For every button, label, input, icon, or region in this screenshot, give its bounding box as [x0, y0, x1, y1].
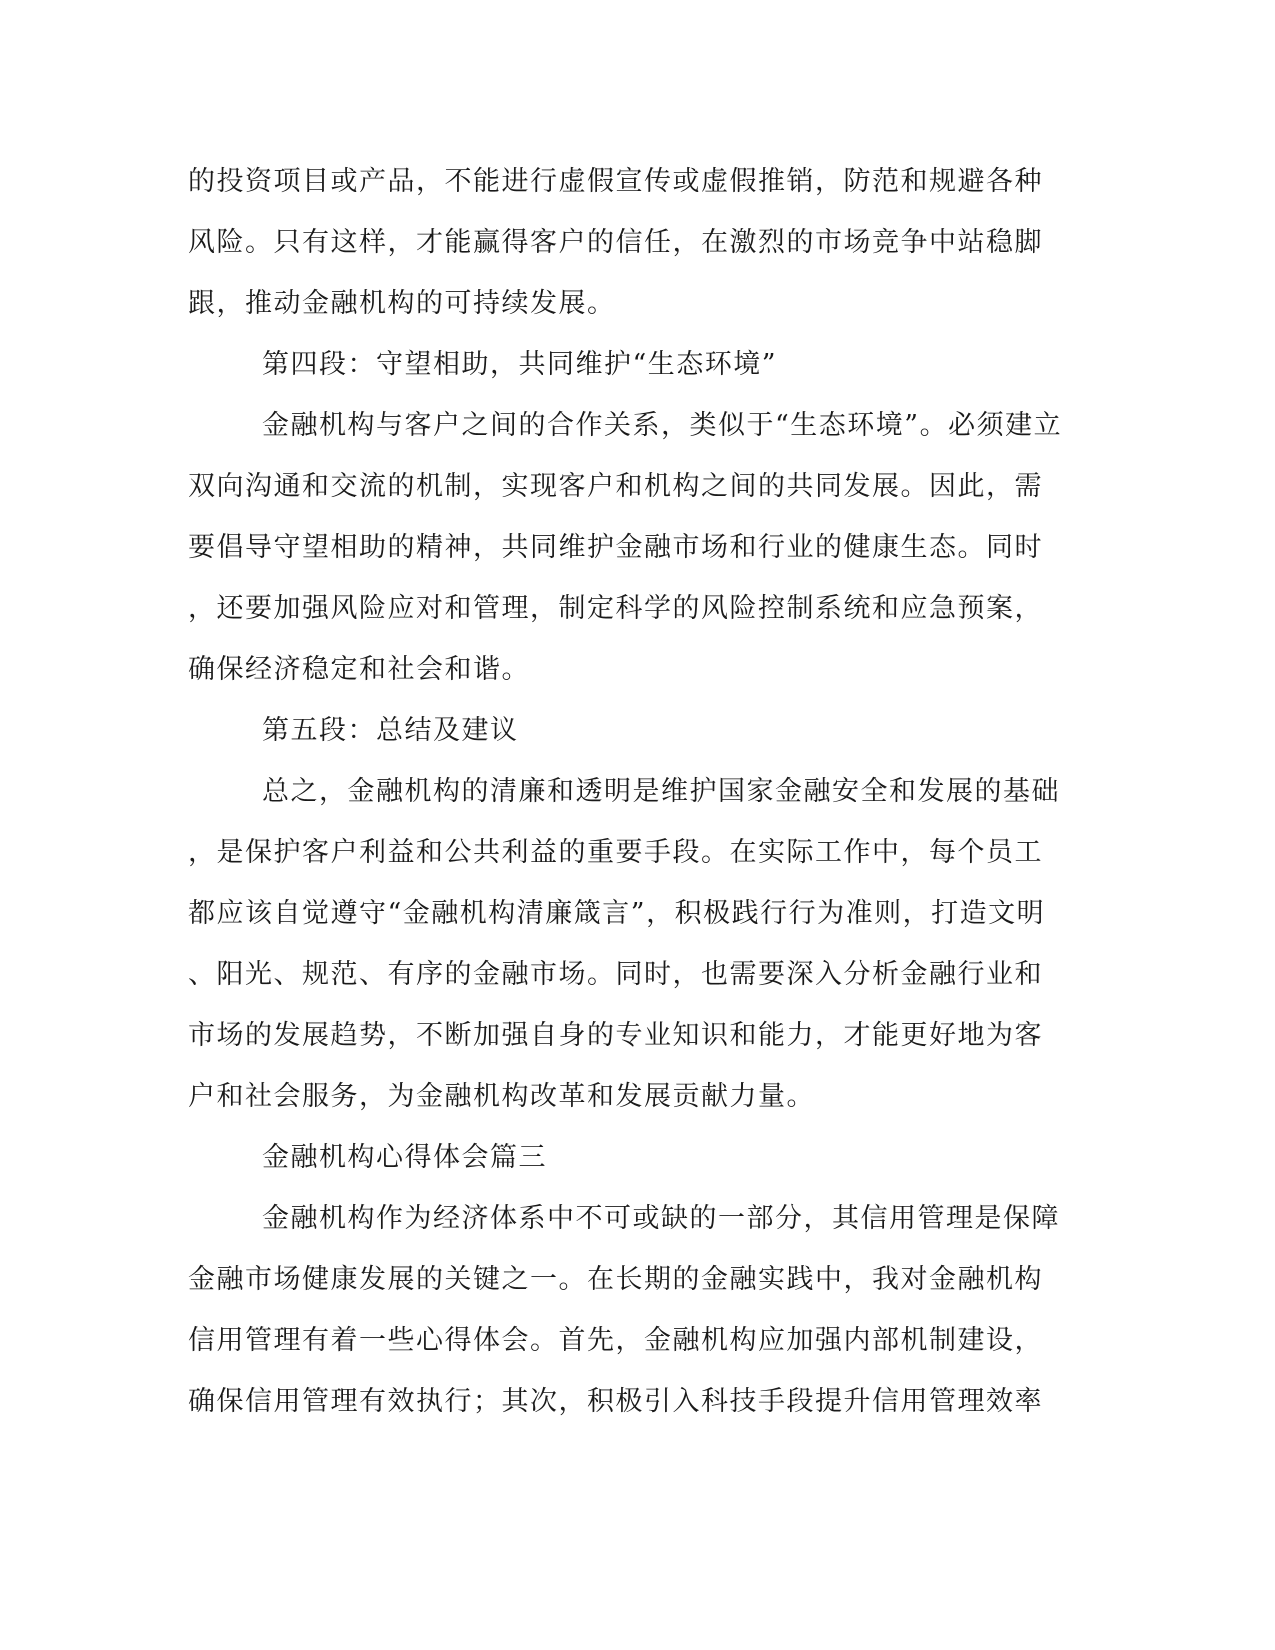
text-line: 户和社会服务，为金融机构改革和发展贡献力量。 [188, 1081, 815, 1112]
section-heading: 第四段：守望相助，共同维护“生态环境” [262, 349, 778, 380]
text-line: 要倡导守望相助的精神，共同维护金融市场和行业的健康生态。同时 [188, 532, 1043, 563]
text-line: 都应该自觉遵守“金融机构清廉箴言”，积极践行行为准则，打造文明 [188, 898, 1046, 929]
paragraph-first-line: 金融机构与客户之间的合作关系，类似于“生态环境”。必须建立 [262, 410, 1063, 441]
text-line: 、阳光、规范、有序的金融市场。同时，也需要深入分析金融行业和 [188, 959, 1043, 990]
text-line: 双向沟通和交流的机制，实现客户和机构之间的共同发展。因此，需 [188, 471, 1043, 502]
text-line: 风险。只有这样，才能赢得客户的信任，在激烈的市场竞争中站稳脚 [188, 227, 1043, 258]
text-line: ，还要加强风险应对和管理，制定科学的风险控制系统和应急预案， [188, 593, 1043, 624]
text-line: 确保经济稳定和社会和谐。 [188, 654, 530, 685]
section-heading: 金融机构心得体会篇三 [262, 1142, 547, 1173]
paragraph-first-line: 总之，金融机构的清廉和透明是维护国家金融安全和发展的基础 [262, 776, 1060, 807]
text-line: 信用管理有着一些心得体会。首先，金融机构应加强内部机制建设， [188, 1325, 1043, 1356]
text-line: 的投资项目或产品，不能进行虚假宣传或虚假推销，防范和规避各种 [188, 166, 1043, 197]
text-line: 金融市场健康发展的关键之一。在长期的金融实践中，我对金融机构 [188, 1264, 1043, 1295]
text-line: 确保信用管理有效执行；其次，积极引入科技手段提升信用管理效率 [188, 1386, 1043, 1417]
section-heading: 第五段：总结及建议 [262, 715, 519, 746]
text-line: 市场的发展趋势，不断加强自身的专业知识和能力，才能更好地为客 [188, 1020, 1043, 1051]
text-line: ，是保护客户利益和公共利益的重要手段。在实际工作中，每个员工 [188, 837, 1043, 868]
text-line: 跟，推动金融机构的可持续发展。 [188, 288, 616, 319]
paragraph-first-line: 金融机构作为经济体系中不可或缺的一部分，其信用管理是保障 [262, 1203, 1060, 1234]
